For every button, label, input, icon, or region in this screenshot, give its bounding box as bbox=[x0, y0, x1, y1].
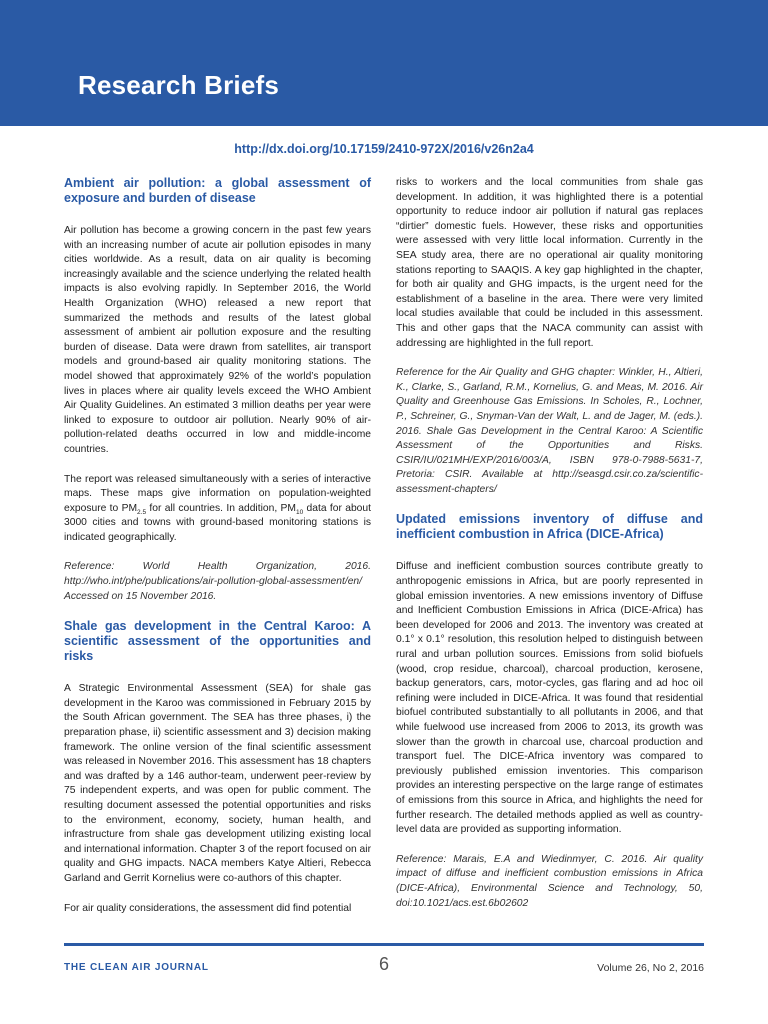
article1-reference: Reference: World Health Organization, 2016. http://who.int/phe/publications/air-pollution-global-assessment/en/ Accessed on 15 November 2016. bbox=[64, 561, 371, 602]
footer-rule bbox=[64, 943, 704, 946]
footer-volume: Volume 26, No 2, 2016 bbox=[597, 962, 704, 974]
right-column bbox=[396, 176, 703, 926]
footer-journal-name: THE CLEAN AIR JOURNAL bbox=[64, 962, 209, 973]
left-column bbox=[64, 176, 371, 931]
article2-reference: Reference for the Air Quality and GHG chapter: Winkler, H., Altieri, K., Clarke, S., Garland, R.M., Kornelius, G. and Meas, M. 2016. Air Quality and Greenhouse Gas Emissions. In Scholes, R., Lochner, P., Schreiner, G., Snyman-Van der Walt, L. and de Jager, M. (eds.). 2016. Shale Gas Development in the Central Karoo: A Scientific Assessment of the Opportunities and Risks. CSIR/IU/021MH/EXP/2016/003/A, ISBN 978-0-7988-5631-7, Pretoria: CSIR. Available at http://seasgd.csir.co.za/scientific-assessment-chapters/ bbox=[396, 367, 703, 495]
article3-title: Updated emissions inventory of diffuse and inefficient combustion in Africa (DICE-Africa) bbox=[396, 512, 703, 542]
article2-paragraph-2-cont: risks to workers and the local communities from shale gas development. In addition, it was highlighted there is a potential opportunity to reduce indoor air pollution if natural gas replaces “dirtier” domestic fuels. However, these risks and opportunities were assessed with very little local information. Currently in the SEA study area, there are no operational air quality monitoring stations reporting to SAAQIS. A key gap highlighted in the chapter, for both air quality and GHG impacts, is the urgent need for the establishment of a baseline in the area. There were very limited local studies available that could be included in this assessment. This and other gaps that the NACA community can assist with addressing are highlighted in the full report. bbox=[396, 177, 703, 349]
page-title: Research Briefs bbox=[78, 70, 279, 100]
footer-page-number: 6 bbox=[378, 954, 389, 974]
article2-paragraph-1: A Strategic Environmental Assessment (SEA) for shale gas development in the Karoo was commissioned in February 2015 by the South African government. The SEA has three phases, i) the preparation phase, ii) scientific assessment and 3) decision making framework. The online version of the final scientific assessment was released in November 2016. This assessment has 18 chapters and was drafted by a 146 author-team, underwent peer-review by 75 independent experts, and was open for public comment. The resulting document assessed the potential opportunities and risks to the environment, economy, society, human health, and infrastructure from shale gas development utilizing existing local and international information. Chapter 3 of the report focused on air quality and GHG impacts. NACA members Katye Altieri, Rebecca Garland and Gerrit Kornelius were co-authors of this chapter. bbox=[64, 683, 371, 884]
article2-title: Shale gas development in the Central Karoo: A scientific assessment of the opportunities and risks bbox=[64, 619, 371, 664]
article1-paragraph-1: Air pollution has become a growing concern in the past few years with an increasing number of acute air pollution episodes in many cities worldwide. As a result, data on air quality is becoming increasingly available and the science underlying the related health impacts is also evolving rapidly. In September 2016, the World Health Organization (WHO) released a new report that summarized the methods and results of the latest global assessment of ambient air pollution exposure and the resulting burden of disease. Data were drawn from satellites, air transport models and ground-based air quality monitoring stations. The model showed that approximately 92% of the world’s population lives in places where air quality levels exceed the WHO Ambient Air Quality Guidelines. An estimated 3 million deaths per year were linked to exposure to outdoor air pollution. Nearly 90% of air-pollution-related deaths occurred in low and middle-income countries. bbox=[64, 225, 371, 455]
article3-paragraph-1: Diffuse and inefficient combustion sources contribute greatly to anthropogenic emissions in Africa, but are poorly represented in global emission inventories. A new emissions inventory of Diffuse and Inefficient Combustion Emissions in Africa (DICE-Africa) has been developed for 2006 and 2013. The inventory was created at 0.1° x 0.1° resolution, this resolution helped to distinguish between rural and urban pollution sources. Emissions from solid biofuels (wood, crop residue, charcoal), charcoal production, kerosene, backup generators, cars, motor-cycles, gas flaring and ad hoc oil refining were included in DICE-Africa. It was found that residential biofuel contributed substantially to all pollutants in 2006, and that while fuelwood use increased from 2006 to 2013, its growth was slower than the growth in charcoal use, charcoal production and transport fuel. The DICE-Africa inventory was compared to previously published emission inventories. This comparison provides an interesting perspective on the large range of estimates of emissions from this source in Africa, and highlights the need for further research. The detailed methods applied as well as country-level data are provided as supporting information. bbox=[396, 561, 703, 836]
doi-link[interactable]: http://dx.doi.org/10.17159/2410-972X/2016/v26n2a4 bbox=[234, 142, 534, 156]
article1-title: Ambient air pollution: a global assessment of exposure and burden of disease bbox=[64, 176, 371, 205]
article3-reference: Reference: Marais, E.A and Wiedinmyer, C. 2016. Air quality impact of diffuse and inefficient combustion emissions in Africa (DICE-Africa), Environmental Science and Technology, 50, doi:10.1021/acs.est.6b02602 bbox=[396, 853, 703, 909]
article2-paragraph-2-start: For air quality considerations, the assessment did find potential bbox=[64, 902, 352, 914]
article1-paragraph-2: The report was released simultaneously with a series of interactive maps. These maps give information on population-weighted exposure to $PM_{2.5}$ for all countries. In addition, $PM_{10}$ data for about 3000 cities and towns with ground-based monitoring stations is indicated geographically. bbox=[64, 473, 371, 543]
header-banner bbox=[0, 0, 768, 126]
